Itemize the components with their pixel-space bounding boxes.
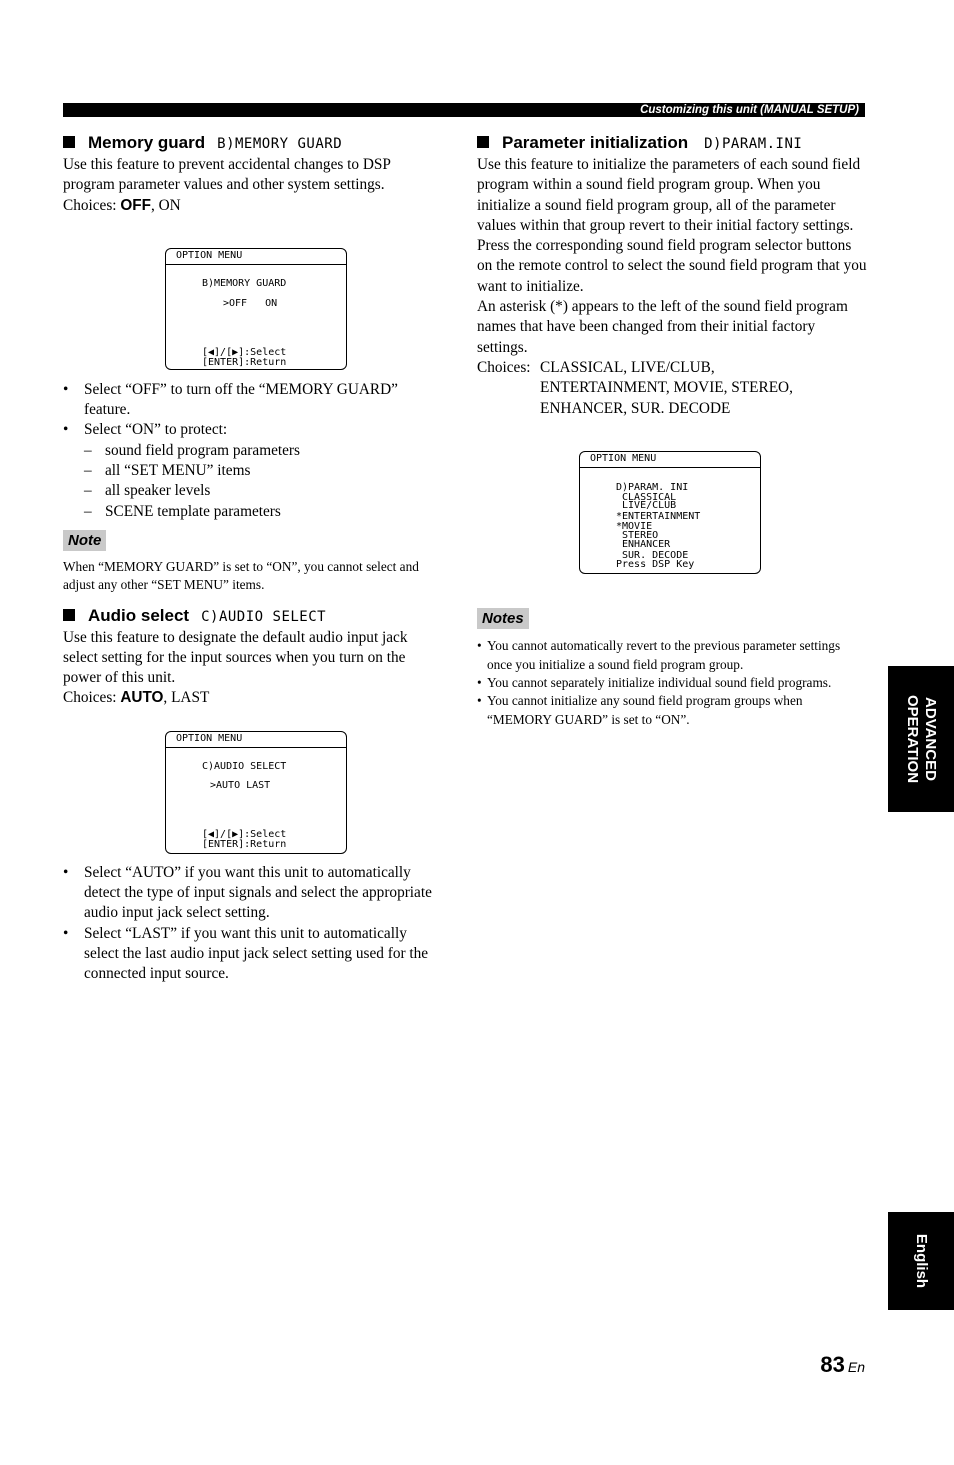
memory-guard-bullets [63, 380, 443, 522]
list-item [63, 420, 443, 521]
memory-guard-heading [63, 132, 443, 155]
param-init-choices [477, 358, 867, 417]
other-choice: , LAST [163, 689, 210, 707]
param-init-para1: Use this feature to initialize the parameters of each sound field program within a sound field program group. When you initialize a sound field program group, all of the parameter values within that group revert to their initial factory settings. [477, 156, 861, 234]
param-init-lcd-name: D)PARAM.INI [704, 136, 803, 152]
list-item: • Select “OFF” to turn off the “MEMORY GUARD” feature. [63, 380, 443, 421]
lcd-line: [◀]/[▶]:Select [202, 346, 287, 358]
choices-label: Choices: [477, 358, 531, 376]
lcd-line: STEREO [616, 530, 659, 542]
lcd-line: Press DSP Key [616, 559, 695, 571]
lcd-line: LIVE/CLUB [616, 500, 677, 512]
square-bullet-icon [63, 136, 75, 148]
sub-list-item: – SCENE template parameters [84, 502, 443, 522]
lcd-line: ENHANCER [616, 539, 671, 551]
memory-guard-lcd-name: B)MEMORY GUARD [217, 136, 343, 152]
lcd-line: CLASSICAL [616, 492, 677, 504]
lcd-line: >OFF ON [223, 297, 278, 309]
list-item-text: Select “ON” to protect: [84, 421, 228, 439]
list-item: • You cannot automatically revert to the previous parameter settings once you initialize a sound field program group. [477, 637, 867, 674]
lcd-line: SUR. DECODE [616, 550, 689, 562]
left-column [63, 132, 443, 985]
page-number-value: 83 [820, 1352, 845, 1377]
note-text: When “MEMORY GUARD” is set to “ON”, you cannot select and adjust any other “SET MENU” items. [63, 558, 419, 593]
note-block [63, 530, 443, 595]
advanced-operation-label [903, 695, 939, 783]
choices-line: ENTERTAINMENT, MOVIE, STEREO, [540, 379, 793, 397]
square-bullet-icon [63, 609, 75, 621]
audio-select-lcd-name: C)AUDIO SELECT [201, 608, 327, 625]
advanced-operation-tab [888, 666, 954, 812]
lcd-line: [ENTER]:Return [202, 838, 287, 850]
protect-sub-list [84, 441, 443, 522]
notes-label: Notes [477, 608, 529, 629]
section-title: Customizing this unit (MANUAL SETUP) [640, 104, 859, 116]
memory-guard-section [63, 132, 443, 595]
header-bar [63, 103, 865, 117]
default-choice: OFF [120, 196, 151, 214]
language-label: English [913, 1233, 930, 1289]
notes-list [477, 637, 867, 729]
param-init-title: Parameter initialization [502, 133, 689, 152]
right-column [477, 132, 867, 729]
choices-line: CLASSICAL, LIVE/CLUB, [540, 358, 715, 376]
lcd-title: OPTION MENU [166, 249, 346, 265]
language-tab [888, 1212, 954, 1310]
audio-select-description [63, 628, 443, 709]
param-init-section [477, 132, 867, 729]
audio-select-bullets [63, 863, 443, 985]
choices-list [540, 358, 793, 419]
square-bullet-icon [477, 136, 489, 148]
param-init-heading [477, 132, 867, 155]
list-item: • You cannot separately initialize individual sound field programs. [477, 674, 867, 692]
notes-block [477, 608, 867, 729]
lcd-line: *MOVIE [616, 521, 653, 533]
lcd-line: *ENTERTAINMENT [616, 511, 701, 523]
note-label: Note [63, 530, 106, 551]
other-choice: , ON [150, 196, 181, 214]
lcd-line: B)MEMORY GUARD [202, 277, 287, 289]
memory-guard-title: Memory guard [88, 133, 206, 152]
audio-select-title: Audio select [88, 605, 190, 625]
param-init-para3: An asterisk (*) appears to the left of the sound field program names that have been changed from their initial factory settings. [477, 298, 848, 356]
page-language-suffix: En [847, 1359, 865, 1375]
page-number [820, 1352, 865, 1378]
choices-label: Choices: [63, 196, 121, 214]
sub-list-item: – all “SET MENU” items [84, 461, 443, 481]
memory-guard-description [63, 155, 443, 216]
audio-select-description-text: Use this feature to designate the default audio input jack select setting for the input sources when you turn on the power of this unit. [63, 628, 408, 687]
lcd-line: [ENTER]:Return [202, 356, 287, 368]
default-choice: AUTO [120, 689, 164, 707]
param-init-lcd-display [579, 451, 761, 574]
audio-select-section [63, 605, 443, 985]
lcd-line: C)AUDIO SELECT [202, 760, 287, 772]
list-item: • Select “AUTO” if you want this unit to automatically detect the type of input signals and select the appropriate audio input jack select setting. [63, 863, 443, 924]
choices-label: Choices: [63, 689, 121, 707]
audio-select-heading [63, 605, 443, 628]
tab-label-line: ADVANCED [922, 697, 939, 781]
list-item: • You cannot initialize any sound field program groups when “MEMORY GUARD” is set to “ON”. [477, 692, 867, 729]
lcd-line: [◀]/[▶]:Select [202, 828, 287, 840]
sub-list-item: – sound field program parameters [84, 441, 443, 461]
audio-select-lcd-display [165, 731, 347, 854]
choices-line: ENHANCER, SUR. DECODE [540, 399, 731, 417]
lcd-line: D)PARAM. INI [616, 482, 689, 494]
param-init-para2: Press the corresponding sound field program selector buttons on the remote control to select the sound field program that you want to initialize. [477, 237, 867, 295]
memory-guard-description-text: Use this feature to prevent accidental changes to DSP program parameter values and other system settings. [63, 156, 391, 194]
lcd-line: >AUTO LAST [210, 779, 271, 791]
lcd-title: OPTION MENU [166, 732, 346, 748]
tab-label-line: OPERATION [904, 694, 921, 784]
memory-guard-lcd-display [165, 248, 347, 370]
lcd-title: OPTION MENU [580, 452, 760, 468]
list-item: • Select “LAST” if you want this unit to automatically select the last audio input jack select setting used for the connected input source. [63, 924, 443, 985]
sub-list-item: – all speaker levels [84, 481, 443, 501]
